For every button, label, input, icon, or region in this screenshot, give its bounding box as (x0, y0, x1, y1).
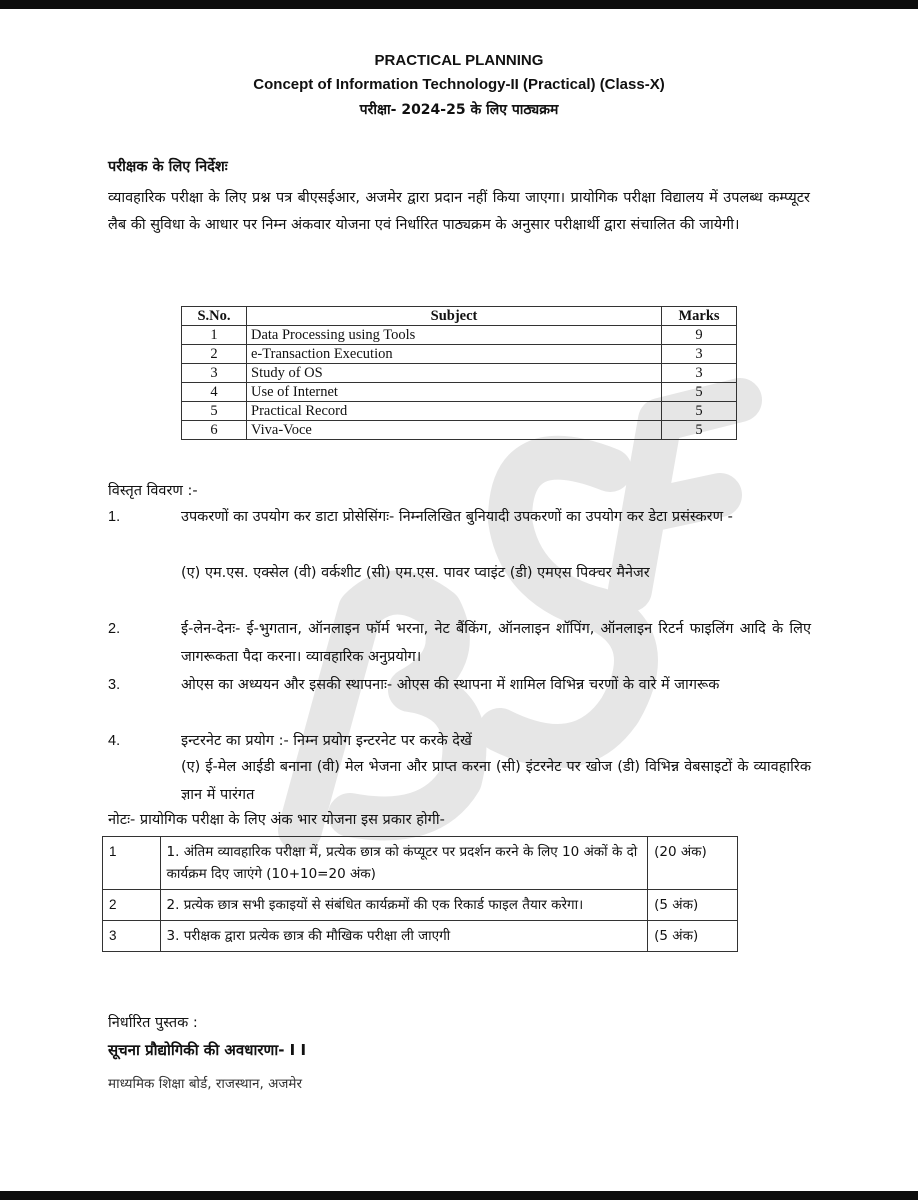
cell-marks: 3 (662, 364, 737, 383)
detail-item-subtext: (ए) एम.एस. एक्सेल (वी) वर्कशीट (सी) एम.एस. पावर प्वाइंट (डी) एमएस पिक्चर मैनेजर (181, 565, 650, 581)
instructions-paragraph: व्यावहारिक परीक्षा के लिए प्रश्न पत्र बीएसईआर, अजमेर द्वारा प्रदान नहीं किया जाएगा। प्रायोगिक परीक्षा विद्यालय में उपलब्ध कम्प्यूटर लैब की सुविधा के आधार पर निम्न अंकवार योजना एवं निर्धारित पाठ्यक्रम के अनुसार परीक्षार्थी द्वारा संचालित की जायेगी। (108, 190, 810, 233)
scheme-marks: (5 अंक) (648, 921, 738, 952)
note-text: नोटः- प्रायोगिक परीक्षा के लिए अंक भार योजना इस प्रकार होगी- (108, 812, 445, 828)
bottom-border (0, 1191, 918, 1200)
table-row (182, 383, 737, 402)
item-number: 2. (108, 621, 121, 637)
cell-sno: 1 (182, 326, 247, 345)
prescribed-book-title: सूचना प्रौद्योगिकी की अवधारणा- I I (108, 1041, 307, 1059)
cell-subject: Data Processing using Tools (247, 326, 662, 345)
cell-subject: e-Transaction Execution (247, 345, 662, 364)
cell-marks: 3 (662, 345, 737, 364)
table-row (103, 837, 738, 890)
table-row (103, 890, 738, 921)
table-row (103, 921, 738, 952)
detail-item-text: उपकरणों का उपयोग कर डाटा प्रोसेसिंगः- निम्नलिखित बुनियादी उपकरणों का उपयोग कर डेटा प्रसंस्करण - (181, 509, 733, 525)
prescribed-book-label: निर्धारित पुस्तक : (108, 1015, 198, 1031)
detail-item-text: ई-लेन-देनः- ई-भुगतान, ऑनलाइन फॉर्म भरना, नेट बैंकिंग, ऑनलाइन शॉपिंग, ऑनलाइन रिटर्न फाइलिंग आदि के लिए जागरूकता पैदा करना। व्यावहारिक अनुप्रयोग। (181, 621, 811, 665)
scheme-number: 1 (103, 837, 161, 890)
cell-sno: 6 (182, 421, 247, 440)
scheme-marks: (20 अंक) (648, 837, 738, 890)
cell-sno: 2 (182, 345, 247, 364)
detail-item-text: ओएस का अध्ययन और इसकी स्थापनाः- ओएस की स्थापना में शामिल विभिन्न चरणों के वारे में जागरूक (181, 677, 720, 693)
scheme-number: 2 (103, 890, 161, 921)
header-subject: Subject (247, 307, 662, 326)
instructions-heading: परीक्षक के लिए निर्देशः (108, 159, 228, 175)
item-number: 4. (108, 733, 121, 749)
subjects-table (181, 306, 737, 440)
cell-subject: Viva-Voce (247, 421, 662, 440)
cell-sno: 4 (182, 383, 247, 402)
table-row (182, 364, 737, 383)
subjects-table-header (182, 307, 737, 326)
table-row (182, 402, 737, 421)
cell-sno: 5 (182, 402, 247, 421)
exam-year-line: परीक्षा- 2024-25 के लिए पाठ्यक्रम (359, 102, 559, 118)
table-row (182, 326, 737, 345)
marking-scheme-table (102, 836, 738, 952)
scheme-description: 1. अंतिम व्यावहारिक परीक्षा में, प्रत्येक छात्र को कंप्यूटर पर प्रदर्शन करने के लिए 10 अंकों के दो कार्यक्रम दिए जाएंगे (10+10=20 अंक) (160, 837, 648, 890)
cell-marks: 5 (662, 383, 737, 402)
cell-sno: 3 (182, 364, 247, 383)
publisher-text: माध्यमिक शिक्षा बोर्ड, राजस्थान, अजमेर (108, 1076, 302, 1092)
document-title: PRACTICAL PLANNING (374, 52, 544, 69)
header-marks: Marks (662, 307, 737, 326)
document-subtitle: Concept of Information Technology-II (Practical) (Class-X) (253, 76, 665, 93)
cell-subject: Practical Record (247, 402, 662, 421)
table-row (182, 345, 737, 364)
cell-subject: Use of Internet (247, 383, 662, 402)
cell-marks: 5 (662, 402, 737, 421)
item-number: 3. (108, 677, 121, 693)
header-sno: S.No. (182, 307, 247, 326)
scheme-description: 3. परीक्षक द्वारा प्रत्येक छात्र की मौखिक परीक्षा ली जाएगी (160, 921, 648, 952)
cell-marks: 5 (662, 421, 737, 440)
details-heading: विस्तृत विवरण :- (108, 483, 198, 499)
detail-item-text: इन्टरनेट का प्रयोग :- निम्न प्रयोग इन्टरनेट पर करके देखें (181, 733, 472, 749)
detail-item-subtext: (ए) ई-मेल आईडी बनाना (वी) मेल भेजना और प्राप्त करना (सी) इंटरनेट पर खोज (डी) विभिन्न वेबसाइटों के व्यावहारिक ज्ञान में पारंगत (181, 759, 811, 803)
scheme-description: 2. प्रत्येक छात्र सभी इकाइयों से संबंधित कार्यक्रमों की एक रिकार्ड फाइल तैयार करेगा। (160, 890, 648, 921)
top-border (0, 0, 918, 9)
cell-marks: 9 (662, 326, 737, 345)
table-row (182, 421, 737, 440)
cell-subject: Study of OS (247, 364, 662, 383)
scheme-number: 3 (103, 921, 161, 952)
item-number: 1. (108, 509, 121, 525)
scheme-marks: (5 अंक) (648, 890, 738, 921)
